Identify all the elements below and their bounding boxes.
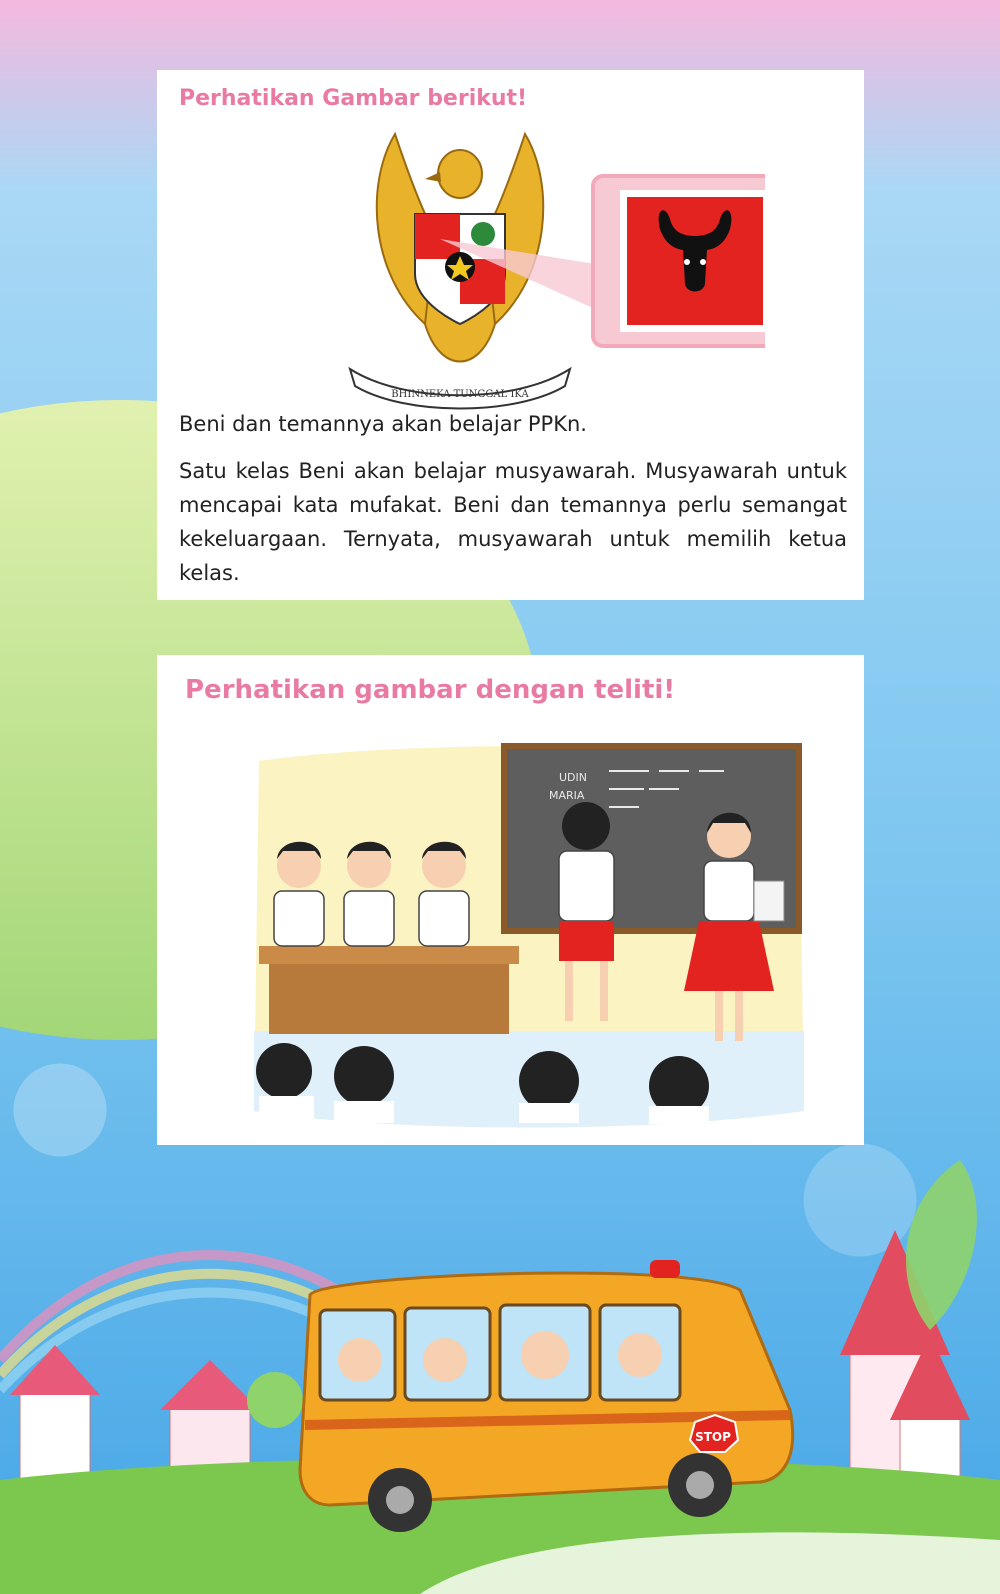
card1-heading: Perhatikan Gambar berikut! xyxy=(179,86,528,111)
card-emblem xyxy=(157,70,864,600)
card-classroom xyxy=(157,655,864,1145)
card2-heading: Perhatikan gambar dengan teliti! xyxy=(185,675,676,705)
school-bus xyxy=(300,1260,793,1532)
motto-text: BHINNEKA TUNGGAL IKA xyxy=(391,389,529,400)
story-paragraph: Satu kelas Beni akan belajar musyawarah. Musyawarah untuk mencapai kata mufakat. Beni dan temannya perlu semangat kekeluargaan. Ternyata, musyawarah untuk memilih ketua kelas. xyxy=(179,459,847,585)
garuda-emblem-illustration xyxy=(275,124,765,414)
stop-sign-text: STOP xyxy=(695,1430,731,1444)
board-name-maria: MARIA xyxy=(549,789,585,802)
classroom-illustration xyxy=(249,741,809,1131)
board-name-udin: UDIN xyxy=(559,771,587,784)
school-bus-scene xyxy=(0,1160,1000,1594)
intro-sentence: Beni dan temannya akan belajar PPKn. xyxy=(179,412,587,436)
